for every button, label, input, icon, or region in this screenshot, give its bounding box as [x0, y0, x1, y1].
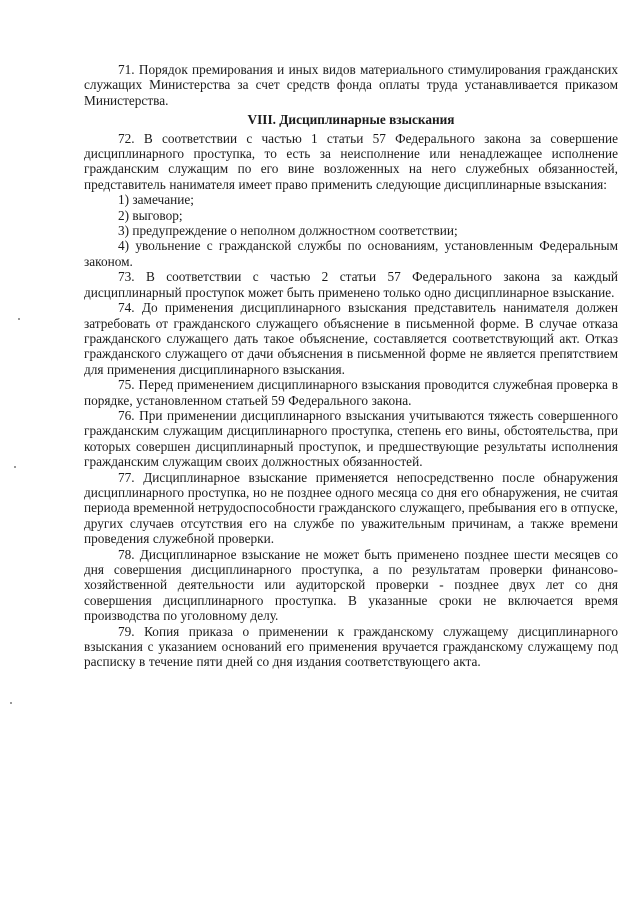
paragraph-74: 74. До применения дисциплинарного взыскания представитель нанимателя должен затребовать от гражданского служащего объяснение в письменной форме. В случае отказа гражданского служащего дать такое объяснение, составляется соответствующий акт. Отказ гражданского служащего от дачи объяснения в письменной форме не является препятствием для применения дисциплинарного взыскания.: [84, 300, 618, 377]
paragraph-75: 75. Перед применением дисциплинарного взыскания проводится служебная проверка в порядке, установленном статьей 59 Федерального закона.: [84, 377, 618, 408]
list-item-3: 3) предупреждение о неполном должностном соответствии;: [118, 223, 458, 239]
section-heading: VIII. Дисциплинарные взыскания: [247, 112, 455, 128]
paragraph-76: 76. При применении дисциплинарного взыскания учитываются тяжесть совершенного гражданским служащим дисциплинарного проступка, степень его вины, обстоятельства, при которых совершен дисциплинарный проступок, и предшествующие результаты исполнения гражданским служащим своих должностных обязанностей.: [84, 407, 618, 470]
paragraph-72: 72. В соответствии с частью 1 статьи 57 Федерального закона за совершение дисциплинарного проступка, то есть за неисполнение или ненадлежащее исполнение гражданским служащим по его вине возложенных на него служебных обязанностей, представитель нанимателя имеет право применить следующие дисциплинарные взыскания:: [84, 130, 618, 192]
paragraph-79: 79. Копия приказа о применении к гражданскому служащему дисциплинарного взыскания с указанием оснований его применения вручается гражданскому служащему под расписку в течение пяти дней со дня издания соответствующего акта.: [84, 623, 618, 670]
scan-speck: [18, 318, 20, 320]
list-item-4: 4) увольнение с гражданской службы по основаниям, установленным Федеральным законом.: [84, 238, 618, 269]
list-item-2: 2) выговор;: [118, 207, 183, 223]
scan-speck: [10, 702, 12, 704]
paragraph-77: 77. Дисциплинарное взыскание применяется непосредственно после обнаружения дисциплинарного проступка, но не позднее одного месяца со дня его обнаружения, не считая периода временной нетрудоспособности гражданского служащего, пребывания его в отпуске, других случаев отсутствия его на службе по уважительным причинам, а также времени проведения служебной проверки.: [84, 469, 618, 547]
scan-speck: [14, 466, 16, 468]
paragraph-78: 78. Дисциплинарное взыскание не может быть применено позднее шести месяцев со дня совершения дисциплинарного проступка, а по результатам проверки финансово-хозяйственной деятельности или аудиторской проверки - позднее двух лет со дня совершения дисциплинарного проступка. В указанные сроки не включается время производства по уголовному делу.: [84, 546, 618, 624]
list-item-1: 1) замечание;: [118, 192, 194, 208]
paragraph-73: 73. В соответствии с частью 2 статьи 57 Федерального закона за каждый дисциплинарный проступок может быть применено только одно дисциплинарное взыскание.: [84, 269, 618, 300]
paragraph-71: 71. Порядок премирования и иных видов материального стимулирования гражданских служащих Министерства за счет средств фонда оплаты труда устанавливается приказом Министерства.: [84, 62, 618, 108]
